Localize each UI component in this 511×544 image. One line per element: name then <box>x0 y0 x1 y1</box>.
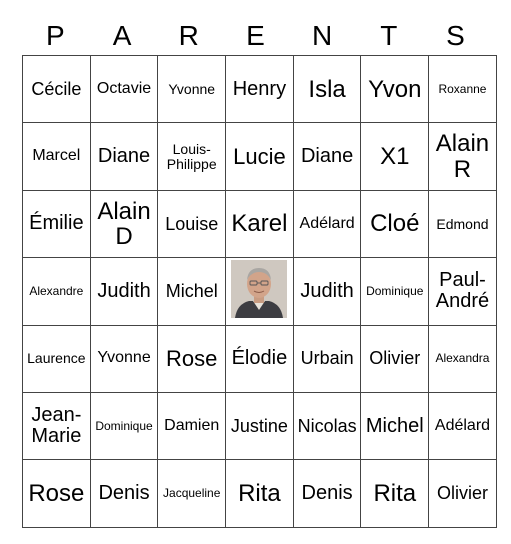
bingo-cell: Rita <box>226 460 294 527</box>
bingo-cell: Rose <box>158 325 226 392</box>
grid-row <box>23 258 497 325</box>
header-letter: S <box>446 20 465 51</box>
bingo-cell: Henry <box>226 56 294 123</box>
bingo-cell: Paul-André <box>429 258 497 325</box>
bingo-cell: Cécile <box>23 56 91 123</box>
grid-row <box>23 392 497 459</box>
bingo-cell: Louise <box>158 190 226 257</box>
grid-row <box>23 123 497 190</box>
header-letter: P <box>46 20 65 51</box>
grid-row <box>23 190 497 257</box>
bingo-cell: Dominique <box>90 392 158 459</box>
free-space-photo <box>231 260 287 318</box>
bingo-cell: Adélard <box>293 190 361 257</box>
bingo-cell: Judith <box>293 258 361 325</box>
bingo-cell: Yvon <box>361 56 429 123</box>
bingo-cell: Olivier <box>361 325 429 392</box>
bingo-cell: Judith <box>90 258 158 325</box>
header-letter: N <box>311 20 333 51</box>
bingo-cell: Yvonne <box>90 325 158 392</box>
bingo-cell: Laurence <box>23 325 91 392</box>
bingo-cell: Denis <box>90 460 158 527</box>
bingo-cell: Diane <box>90 123 158 190</box>
bingo-cell: Michel <box>361 392 429 459</box>
grid-row <box>23 460 497 527</box>
bingo-cell: Denis <box>293 460 361 527</box>
free-space <box>226 258 294 325</box>
bingo-cell: Alexandra <box>429 325 497 392</box>
person-photo-icon <box>231 260 287 318</box>
bingo-cell: Élodie <box>226 325 294 392</box>
bingo-cell: Damien <box>158 392 226 459</box>
bingo-cell: Lucie <box>226 123 294 190</box>
header-letter: T <box>380 20 398 51</box>
bingo-cell: Alain D <box>90 190 158 257</box>
bingo-cell: Jean-Marie <box>23 392 91 459</box>
bingo-cell: Justine <box>226 392 294 459</box>
bingo-cell: Dominique <box>361 258 429 325</box>
bingo-cell: Yvonne <box>158 56 226 123</box>
bingo-cell: Rita <box>361 460 429 527</box>
bingo-cell: Jacqueline <box>158 460 226 527</box>
bingo-cell: Isla <box>293 56 361 123</box>
bingo-cell: Marcel <box>23 123 91 190</box>
bingo-cell: Michel <box>158 258 226 325</box>
bingo-cell: Karel <box>226 190 294 257</box>
bingo-cell: Urbain <box>293 325 361 392</box>
bingo-cell: Alexandre <box>23 258 91 325</box>
bingo-cell: Émilie <box>23 190 91 257</box>
bingo-cell: Cloé <box>361 190 429 257</box>
header-letter: R <box>178 20 199 51</box>
header-letter: A <box>112 20 132 51</box>
bingo-cell: X1 <box>361 123 429 190</box>
grid-row <box>23 325 497 392</box>
grid-row <box>23 56 497 123</box>
bingo-grid <box>22 55 497 528</box>
bingo-cell: Rose <box>23 460 91 527</box>
bingo-cell: Adélard <box>429 392 497 459</box>
bingo-cell: Nicolas <box>293 392 361 459</box>
bingo-cell: Octavie <box>90 56 158 123</box>
bingo-cell: Olivier <box>429 460 497 527</box>
bingo-cell: Diane <box>293 123 361 190</box>
bingo-cell: Louis-Philippe <box>158 123 226 190</box>
bingo-cell: Roxanne <box>429 56 497 123</box>
bingo-cell: Alain R <box>429 123 497 190</box>
bingo-cell: Edmond <box>429 190 497 257</box>
bingo-header <box>22 18 489 54</box>
header-letter: E <box>246 20 265 51</box>
